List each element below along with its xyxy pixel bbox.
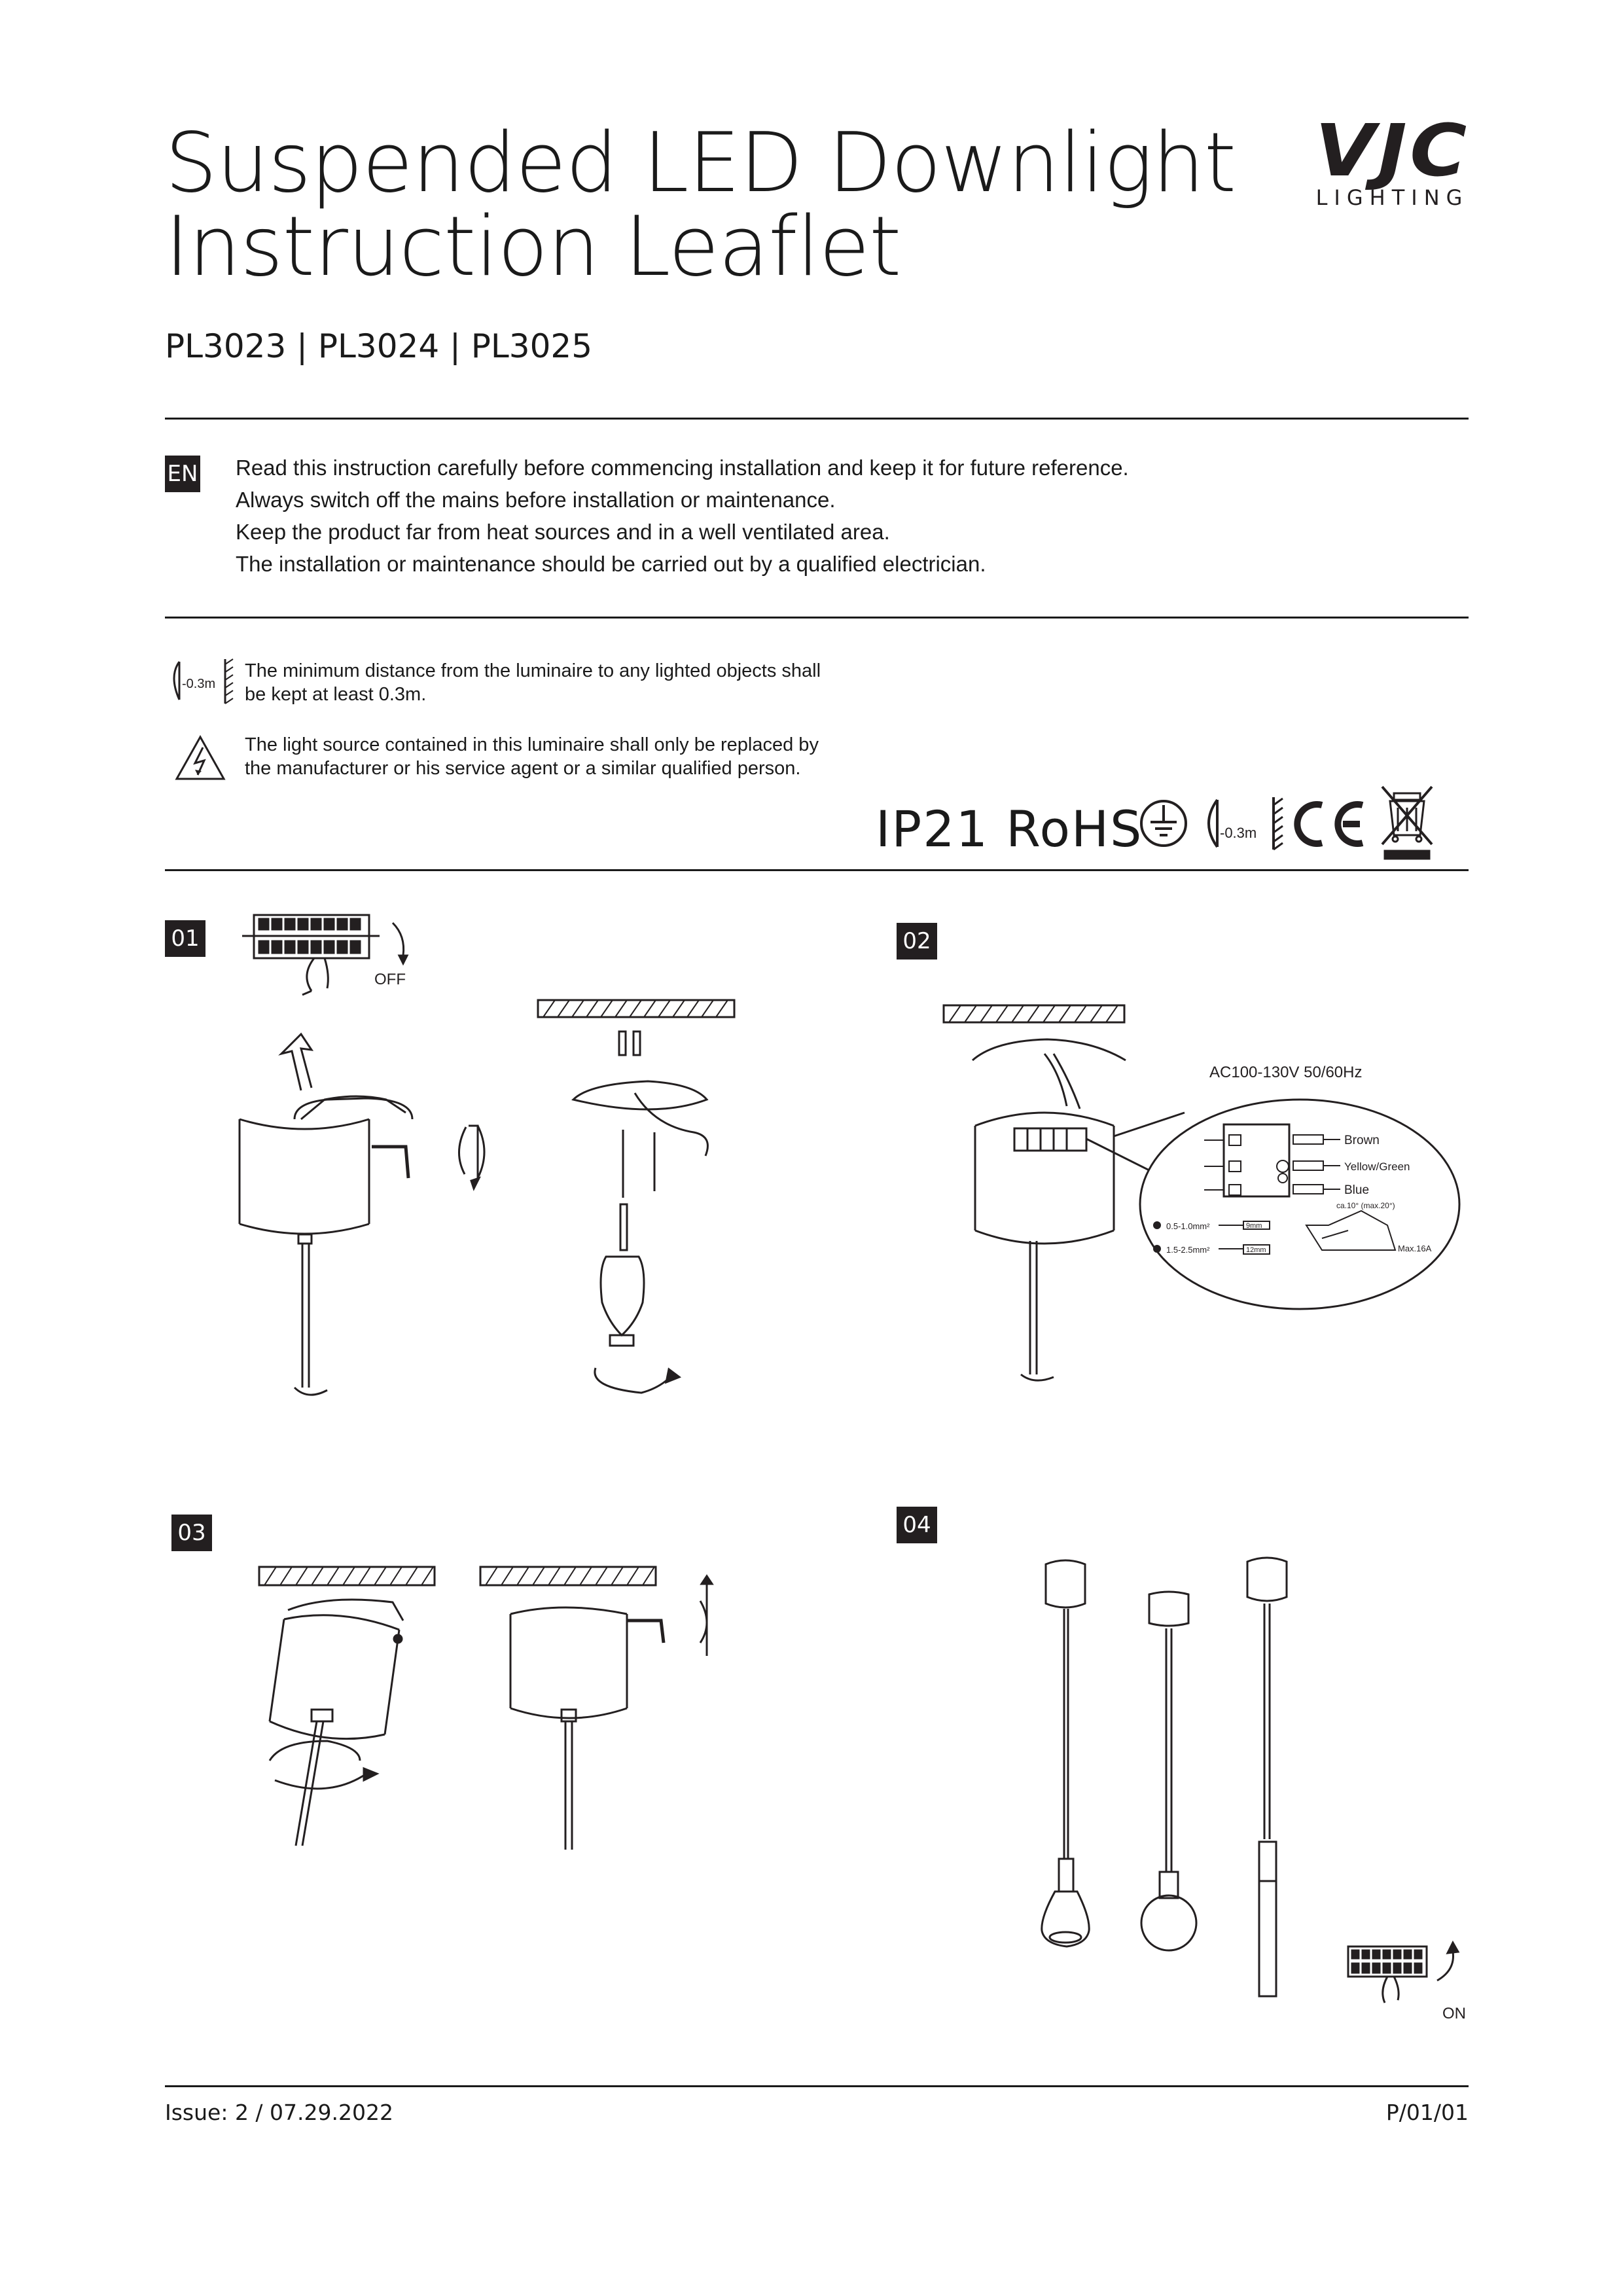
divider — [165, 418, 1469, 420]
distance-icon — [165, 658, 237, 710]
switch-on-label: ON — [1442, 2005, 1466, 2022]
step-02-illustration — [929, 982, 1466, 1401]
max-current-label: Max.16A — [1398, 1244, 1432, 1253]
divider — [165, 617, 1469, 619]
gauge-small-label: 0.5-1.0mm² — [1166, 1221, 1210, 1231]
intro-text — [236, 452, 1129, 580]
gauge-large-label: 1.5-2.5mm² — [1166, 1245, 1210, 1255]
distance-icon-label: -0.3m — [1220, 825, 1257, 841]
issue-date: Issue: 2 / 07.29.2022 — [165, 2100, 393, 2125]
page-number: P/01/01 — [1385, 2100, 1469, 2125]
language-tag: EN — [165, 456, 200, 492]
intro-line: The installation or maintenance should be carried out by a qualified electrician. — [236, 552, 986, 576]
intro-line: Always switch off the mains before installation or maintenance. — [236, 488, 836, 512]
intro-line: Read this instruction carefully before commencing installation and keep it for future reference. — [236, 456, 1129, 480]
title-line-1: Suspended LED Downlight — [165, 115, 1236, 211]
lightsource-note — [165, 732, 885, 791]
lightsource-note-line: the manufacturer or his service agent or a similar qualified person. — [245, 758, 801, 779]
distance-icon-label: -0.3m — [182, 677, 216, 691]
strip-small-label: 9mm — [1246, 1222, 1262, 1230]
model-numbers: PL3023 | PL3024 | PL3025 — [165, 327, 593, 365]
distance-icon — [1209, 797, 1283, 850]
pendant-variants — [1042, 1558, 1458, 2003]
distance-note — [165, 658, 885, 717]
distance-note-line: The minimum distance from the luminaire to any lighted objects shall — [245, 660, 821, 681]
wire-blue-label: Blue — [1344, 1183, 1370, 1197]
step-number: 03 — [171, 1515, 212, 1551]
page-title — [165, 115, 1236, 295]
divider — [165, 869, 1469, 871]
certification-icons — [1137, 779, 1478, 864]
step-01-illustration — [196, 903, 851, 1453]
warning-triangle-icon — [174, 734, 226, 783]
distance-note-line: be kept at least 0.3m. — [245, 684, 427, 705]
angle-note-label: ca.10° (max.20°) — [1336, 1201, 1395, 1210]
ce-mark-icon — [1297, 804, 1363, 844]
brand-logo — [1312, 109, 1472, 210]
wire-brown-label: Brown — [1344, 1134, 1380, 1147]
logo-mark: VJC — [1315, 109, 1470, 192]
canopy-fastening — [259, 1567, 712, 1850]
ceiling-mounting — [538, 1000, 734, 1393]
wire-yellow-green-label: Yellow/Green — [1344, 1160, 1410, 1173]
strip-large-label: 12mm — [1246, 1246, 1266, 1254]
earth-ground-icon — [1141, 801, 1186, 846]
footer-divider — [165, 2085, 1469, 2087]
step-number: 04 — [897, 1507, 937, 1543]
step-number: 02 — [897, 923, 937, 960]
intro-line: Keep the product far from heat sources and in a well ventilated area. — [236, 520, 890, 544]
logo-subtitle: LIGHTING — [1315, 185, 1469, 210]
step-03-illustration — [249, 1558, 772, 1872]
weee-bin-icon — [1382, 787, 1432, 859]
step-04-illustration — [1021, 1551, 1479, 2049]
lightsource-note-line: The light source contained in this luminaire shall only be replaced by — [245, 734, 819, 755]
circuit-breaker-on-icon — [1348, 1943, 1458, 2003]
voltage-label: AC100-130V 50/60Hz — [1209, 1064, 1363, 1081]
ip-rohs-rating: IP21 RoHS — [876, 800, 1143, 858]
title-line-2: Instruction Leaflet — [165, 198, 901, 295]
canopy-open — [240, 1034, 484, 1395]
wiring-detail-bubble — [1140, 1100, 1459, 1309]
step-number: 01 — [165, 920, 205, 957]
switch-off-label: OFF — [374, 971, 406, 988]
